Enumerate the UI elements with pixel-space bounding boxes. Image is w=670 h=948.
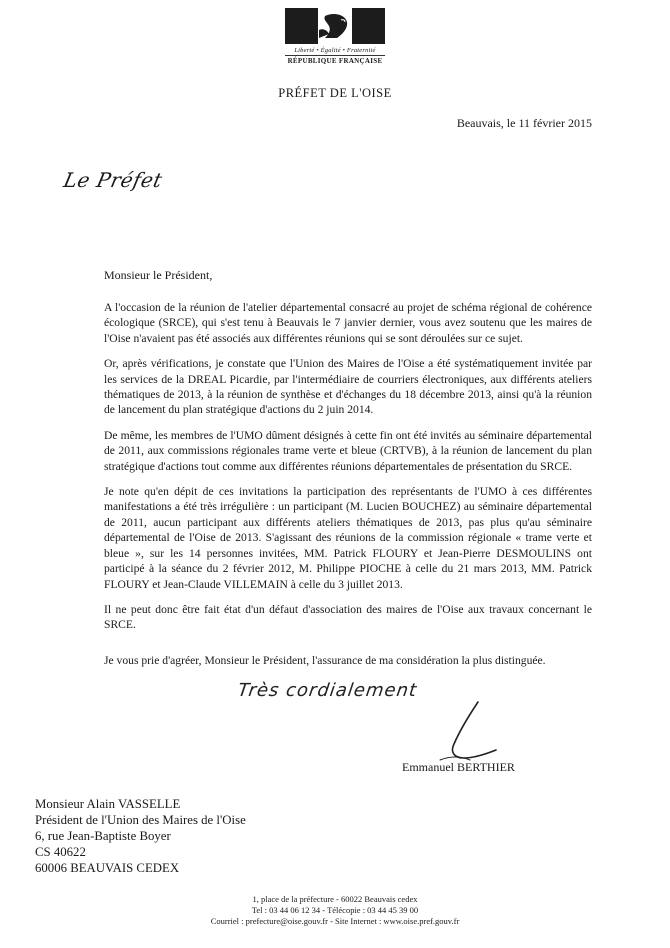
- footer-line: 1, place de la préfecture - 60022 Beauvais cedex: [252, 894, 418, 904]
- republic-motto: Liberté • Égalité • Fraternité: [294, 47, 376, 54]
- recipient-address: [35, 796, 246, 876]
- sender-signature: Le Préfet: [61, 168, 165, 192]
- date-line: Beauvais, le 11 février 2015: [456, 116, 592, 130]
- handwritten-note: Très cordialement: [236, 680, 419, 701]
- recipient-line: 60006 BEAUVAIS CEDEX: [35, 861, 180, 875]
- body-paragraph: A l'occasion de la réunion de l'atelier départemental consacré au projet de schéma régional de cohérence écologique (SRCE), qui s'est tenu à Beauvais le 7 janvier dernier, vous avez soutenu que les maires de l'Oise n'avaient pas été associés aux différentes réunions qui se sont déroulées sur ce sujet.: [104, 301, 592, 345]
- republic-name: RÉPUBLIQUE FRANÇAISE: [287, 57, 383, 65]
- recipient-line: Monsieur Alain VASSELLE: [35, 797, 181, 811]
- closing-formula: Je vous prie d'agréer, Monsieur le Président, l'assurance de ma considération la plus distinguée.: [104, 654, 546, 667]
- salutation: Monsieur le Président,: [104, 268, 213, 282]
- footer-contact: [0, 894, 670, 927]
- body-paragraph: Il ne peut donc être fait état d'un défaut d'association des maires de l'Oise aux travaux concernant le SRCE.: [104, 602, 592, 632]
- motto-divider: [285, 55, 385, 56]
- body-paragraph: Je note qu'en dépit de ces invitations la participation des représentants de l'UMO à ces différentes manifestations a été très irrégulière : un participant (M. Lucien BOUCHEZ) au séminaire départemental de 2011, aucun participant aux différents ateliers thématiques de 2013, pas plus qu'au séminaire départemental de l'Oise de 2013. S'agissant des réunions de la commission régionale « trame verte et bleue », sur les 14 personnes invitées, MM. Patrick FLOURY et Jean-Pierre DESMOULINS ont participé à la séance du 2 février 2012, M. Philippe PIOCHE à celle du 21 mars 2013, MM. Patrick FLOURY et Jean-Claude VILLEMAIN à celle du 3 juillet 2013.: [104, 485, 592, 591]
- recipient-line: Président de l'Union des Maires de l'Oise: [35, 813, 246, 827]
- signature-scribble-icon: [430, 700, 500, 765]
- prefect-heading: PRÉFET DE L'OISE: [278, 86, 392, 100]
- letter-body: [104, 300, 592, 643]
- body-paragraph: Or, après vérifications, je constate que l'Union des Maires de l'Oise a été systématiquement invitée par les services de la DREAL Picardie, par l'intermédiaire de courriers électroniques, aux différents ateliers thématiques de 2013, à la réunion de synthèse et d'échanges du 18 décembre 2013, ainsi qu'à la réunion de lancement du plan stratégique d'actions du 2 juin 2014.: [104, 357, 592, 417]
- recipient-line: 6, rue Jean-Baptiste Boyer: [35, 829, 171, 843]
- marianne-logo-icon: [285, 8, 385, 44]
- footer-line: Courriel : prefecture@oise.gouv.fr - Site Internet : www.oise.pref.gouv.fr: [210, 916, 460, 926]
- letterhead-logo: [0, 8, 670, 65]
- recipient-line: CS 40622: [35, 845, 86, 859]
- body-paragraph: De même, les membres de l'UMO dûment désignés à cette fin ont été invités au séminaire départemental de 2011, aux commissions régionales trame verte et bleue (CRTVB), à la réunion de lancement du plan stratégique d'actions tout comme aux différentes réunions départementales de présentation du SRCE.: [104, 428, 592, 473]
- signatory-name: Emmanuel BERTHIER: [402, 760, 515, 774]
- footer-line: Tel : 03 44 06 12 34 - Télécopie : 03 44 45 39 00: [251, 905, 419, 915]
